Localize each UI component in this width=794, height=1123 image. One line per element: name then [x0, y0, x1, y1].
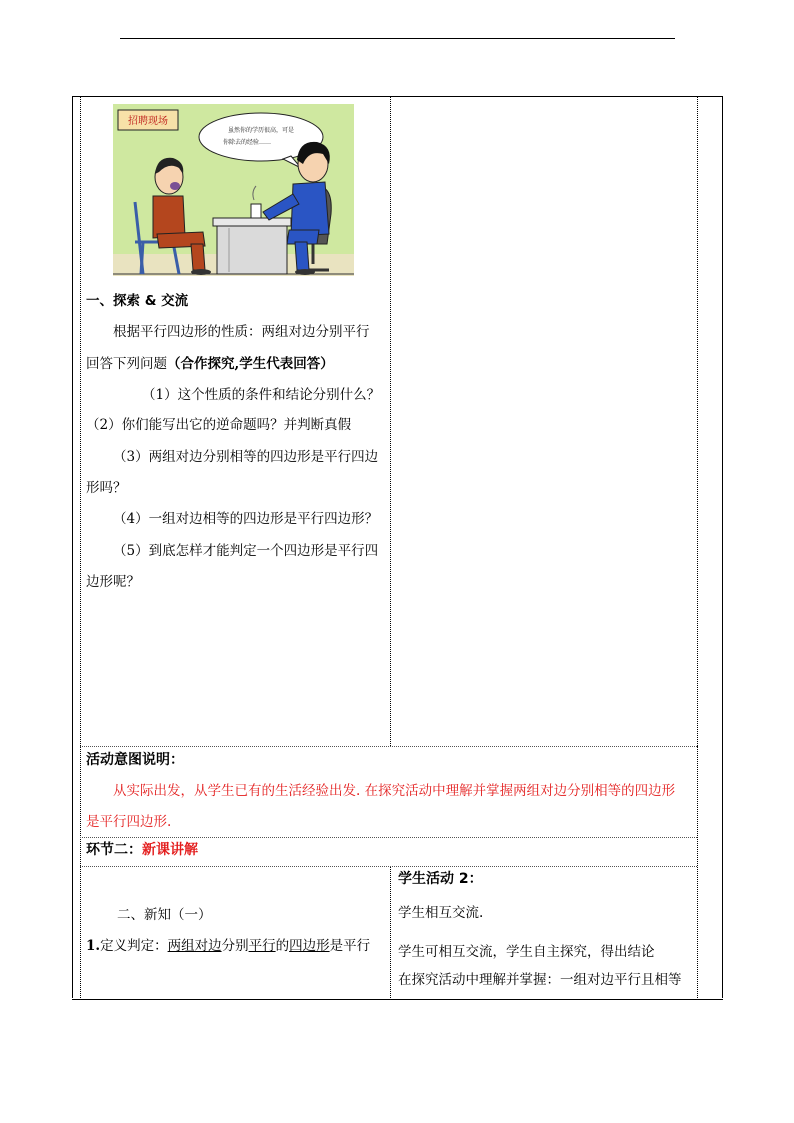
table-left-border	[72, 96, 73, 998]
column-divider	[390, 96, 391, 746]
row-divider	[80, 746, 697, 747]
table-right-border	[722, 96, 723, 998]
question-3-line2: 形吗？	[86, 480, 127, 496]
student-activity-line1: 学生相互交流.	[398, 905, 484, 921]
interview-cartoon	[113, 104, 354, 276]
question-5-line2: 边形呢？	[86, 574, 140, 590]
definition-text: 的	[275, 938, 290, 954]
definition-label: 定义判定：	[100, 938, 168, 954]
stage2-heading	[86, 840, 198, 860]
cup	[251, 204, 261, 218]
header-rule	[120, 38, 675, 39]
question-4: （4）一组对边相等的四边形是平行四边形？	[113, 511, 379, 527]
speech-line-2: 你除去的经验……	[222, 139, 272, 146]
definition-term-parallel: 平行	[248, 938, 276, 954]
question-1: （1）这个性质的条件和结论分别什么？	[142, 387, 381, 403]
question-2: （2）你们能写出它的逆命题吗？并判断真假	[86, 417, 352, 433]
definition-text: 分别	[221, 938, 249, 954]
intent-line1: 从实际出发，从学生已有的生活经验出发. 在探究活动中理解并掌握两组对边分别相等的四边形	[113, 783, 676, 799]
definition-text: 是平行	[329, 938, 371, 954]
student-activity-title: 学生活动 2：	[398, 871, 483, 887]
column-divider	[80, 746, 81, 998]
recruit-sign-text: 招聘现场	[128, 116, 168, 127]
definition-line	[86, 936, 370, 956]
stage2-prefix: 环节二：	[86, 842, 142, 858]
definition-term-quadrilateral: 四边形	[289, 938, 330, 954]
column-divider	[80, 96, 81, 746]
section1-paragraph-line1: 根据平行四边形的性质：两组对边分别平行	[113, 324, 370, 340]
intent-label: 活动意图说明：	[86, 752, 184, 768]
question-5-line1: （5）到底怎样才能判定一个四边形是平行四	[113, 543, 379, 559]
section2-heading: 二、新知（一）	[117, 907, 212, 923]
speech-line-1: 虽然你的学历很高，可是	[227, 127, 295, 134]
section1-paragraph-emphasis: （合作探究,学生代表回答）	[167, 356, 334, 372]
row-divider	[80, 837, 697, 838]
column-divider	[697, 746, 698, 998]
student-activity-line2: 学生可相互交流，学生自主探究，得出结论	[398, 944, 655, 960]
section1-heading: 一、探索 & 交流	[86, 293, 189, 309]
desk-top	[213, 218, 291, 226]
student-activity-line3: 在探究活动中理解并掌握：一组对边平行且相等	[398, 972, 682, 988]
interviewer-body	[291, 182, 329, 236]
column-divider	[390, 866, 391, 998]
stage2-title: 新课讲解	[142, 842, 198, 858]
row-divider	[80, 866, 697, 867]
intent-line2: 是平行四边形.	[86, 814, 172, 830]
column-divider	[697, 96, 698, 746]
applicant-body	[153, 196, 185, 238]
desk-body	[217, 226, 287, 274]
question-3-line1: （3）两组对边分别相等的四边形是平行四边	[113, 449, 379, 465]
definition-number: 1.	[86, 938, 101, 954]
section1-paragraph-line2	[86, 354, 334, 374]
definition-term-sides: 两组对边	[167, 938, 222, 954]
section1-paragraph-text: 回答下列问题	[86, 356, 167, 372]
